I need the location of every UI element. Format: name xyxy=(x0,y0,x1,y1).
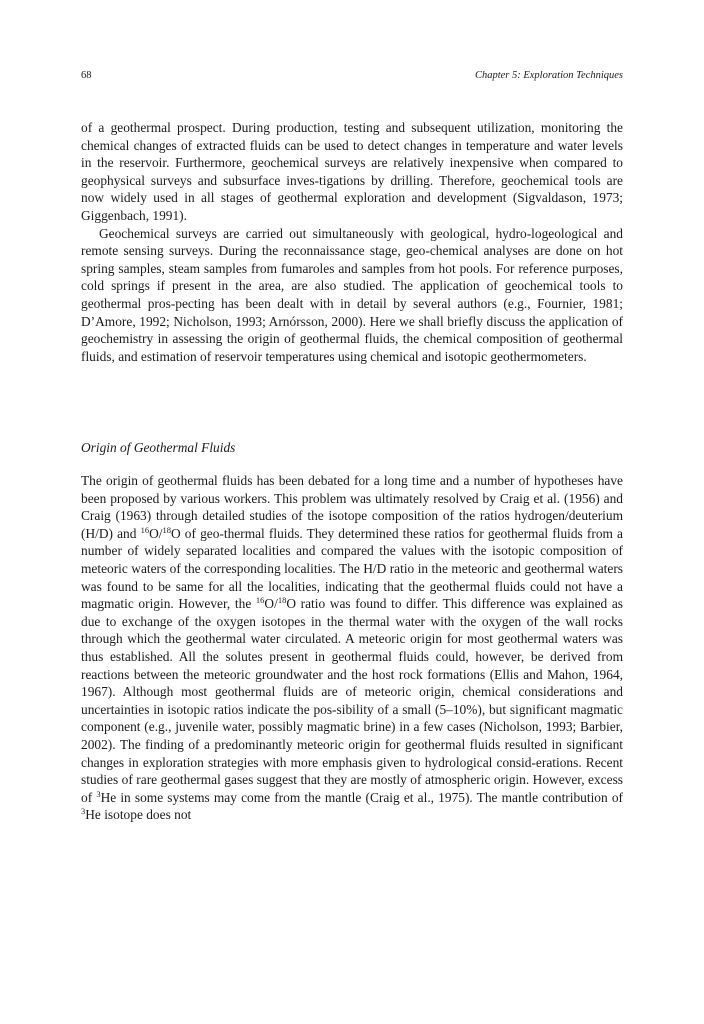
paragraph-geochemical-surveys: Geochemical surveys are carried out simultaneously with geological, hydro-logeological and remote sensing surveys. During the reconnaissance stage, geo-chemical analyses are done on hot spring samples, steam samples from fumaroles and samples from hot pools. For reference purposes, cold springs if present in the area, are also studied. The application of geochemical tools to geothermal pros-pecting has been dealt with in detail by several authors (e.g., Fournier, 1981; D’Amore, 1992; Nicholson, 1993; Arnórsson, 2000). Here we shall briefly discuss the application of geochemistry in assessing the origin of geothermal fluids, the chemical composition of geothermal fluids, and estimation of reservoir temperatures using chemical and isotopic geothermometers. xyxy=(81,225,623,364)
text-run: The origin of geothermal fluids has been debated for a long time and a number of hypotheses have been proposed by various workers. This problem was ultimately resolved by Craig et al. (1956) and Craig (1963) through detailed studies of the isotope composition of the ratios hydrogen/deuterium (H/D) and xyxy=(81,473,623,541)
text-run: O/ xyxy=(264,596,278,612)
isotope-superscript: 3 xyxy=(81,806,86,817)
text-run: O of geo-thermal fluids. They determined these ratios for geothermal fluids from a number of widely separated localities and compared the values with the isotopic composition of meteoric waters of the corresponding localities. The H/D ratio in the meteoric and geothermal waters was found to be same for all the localities, indicating that the geothermal fluids could not have a magmatic origin. However, the xyxy=(81,525,623,612)
paragraph-continued: of a geothermal prospect. During production, testing and subsequent utilization, monitoring the chemical changes of extracted fluids can be used to detect changes in temperature and water levels in the reservoir. Furthermore, geochemical surveys are relatively inexpensive when compared to geophysical surveys and subsurface inves-tigations by drilling. Therefore, geochemical tools are now widely used in all stages of geothermal exploration and development (Sigvaldason, 1973; Giggenbach, 1991). xyxy=(81,120,623,223)
opening-text-block xyxy=(81,119,623,365)
isotope-superscript: 16 xyxy=(140,524,150,535)
text-run: O/ xyxy=(149,525,163,541)
text-run: O ratio was found to differ. This difference was explained as due to exchange of the oxygen isotopes in the thermal water with the oxygen of the wall rocks through which the geothermal water circulated. A meteoric origin for most geothermal waters was thus established. All the solutes present in geothermal fluids could, however, be derived from reactions between the meteoric groundwater and the host rock formations (Ellis and Mahon, 1964, 1967). Although most geothermal fluids are of meteoric origin, chemical considerations and uncertainties in isotopic ratios indicate the pos-sibility of a small (5–10%), but significant magmatic component (e.g., juvenile water, possibly magmatic brine) in a few cases (Nicholson, 1993; Barbier, 2002). The finding of a predominantly meteoric origin for geothermal fluids resulted in significant changes in exploration strategies with more emphasis given to hydrological consid-erations. Recent studies of rare geothermal gases suggest that they are mostly of atmospheric origin. However, excess of xyxy=(81,596,623,805)
text-run: He in some systems may come from the mantle (Craig et al., 1975). The mantle contribution of xyxy=(100,789,623,805)
chapter-title: Chapter 5: Exploration Techniques xyxy=(474,70,623,81)
text-run: He isotope does not xyxy=(85,807,192,823)
isotope-superscript: 18 xyxy=(277,595,287,606)
section-text-block xyxy=(81,472,623,824)
running-head xyxy=(81,69,623,83)
isotope-superscript: 16 xyxy=(255,595,265,606)
page-number: 68 xyxy=(81,70,92,81)
paragraph-origin-of-fluids xyxy=(81,472,623,824)
section-heading: Origin of Geothermal Fluids xyxy=(81,440,236,455)
isotope-superscript: 3 xyxy=(96,788,101,799)
isotope-superscript: 18 xyxy=(162,524,171,535)
